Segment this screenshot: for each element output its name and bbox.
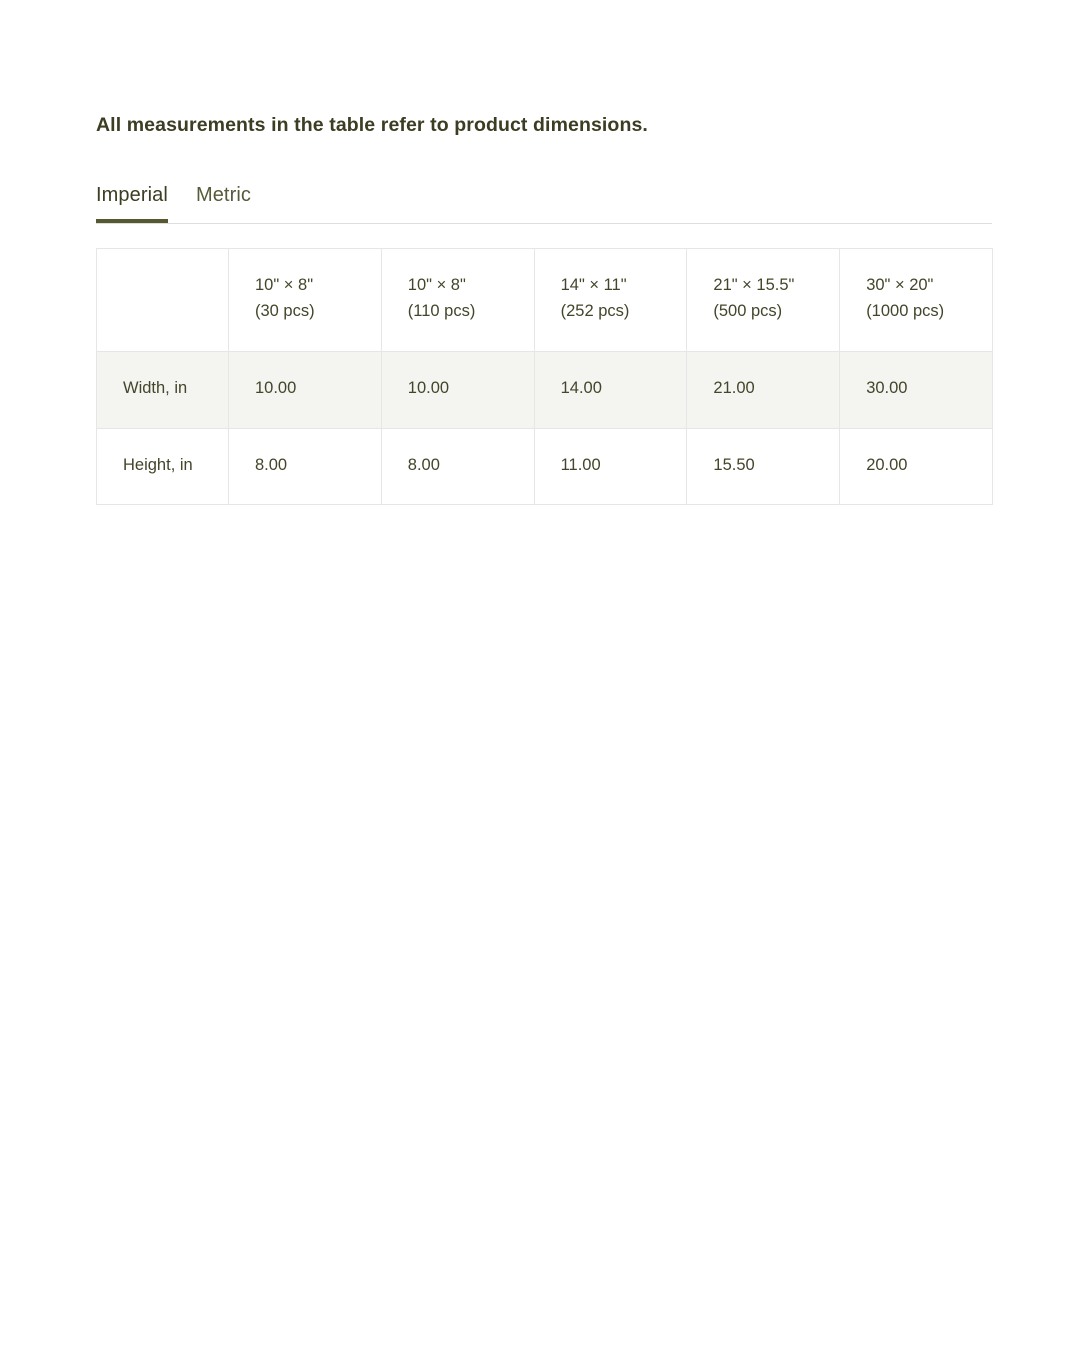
- table-corner-cell: [97, 249, 229, 352]
- column-header-count: (500 pcs): [713, 301, 783, 320]
- table-header-row: [97, 249, 993, 352]
- tab-metric[interactable]: Metric: [196, 183, 251, 223]
- dimensions-table: [96, 248, 993, 505]
- dimensions-table-wrapper: [96, 248, 992, 505]
- table-cell: 21.00: [687, 352, 840, 429]
- row-label-height: Height, in: [97, 428, 229, 505]
- table-cell: 20.00: [840, 428, 993, 505]
- content-container: [96, 112, 992, 505]
- table-row: [97, 428, 993, 505]
- table-cell: 14.00: [534, 352, 687, 429]
- table-row: [97, 352, 993, 429]
- column-header-size: 30" × 20": [866, 276, 934, 295]
- unit-tabs: [96, 183, 992, 224]
- table-cell: 10.00: [381, 352, 534, 429]
- column-header: [840, 249, 993, 352]
- column-header-count: (252 pcs): [560, 301, 630, 320]
- column-header-size: 21" × 15.5": [713, 276, 795, 295]
- tab-imperial[interactable]: Imperial: [96, 183, 168, 223]
- table-cell: 30.00: [840, 352, 993, 429]
- column-header-size: 14" × 11": [560, 276, 627, 295]
- column-header: [534, 249, 687, 352]
- table-cell: 8.00: [381, 428, 534, 505]
- table-cell: 11.00: [534, 428, 687, 505]
- column-header-count: (110 pcs): [407, 301, 476, 320]
- intro-text: All measurements in the table refer to product dimensions.: [96, 114, 648, 136]
- table-cell: 8.00: [229, 428, 382, 505]
- table-cell: 15.50: [687, 428, 840, 505]
- table-cell: 10.00: [229, 352, 382, 429]
- column-header-count: (1000 pcs): [866, 301, 945, 320]
- column-header-size: 10" × 8": [407, 276, 466, 295]
- column-header: [381, 249, 534, 352]
- row-label-width: Width, in: [97, 352, 229, 429]
- column-header: [229, 249, 382, 352]
- column-header: [687, 249, 840, 352]
- column-header-size: 10" × 8": [255, 276, 314, 295]
- column-header-count: (30 pcs): [255, 301, 315, 320]
